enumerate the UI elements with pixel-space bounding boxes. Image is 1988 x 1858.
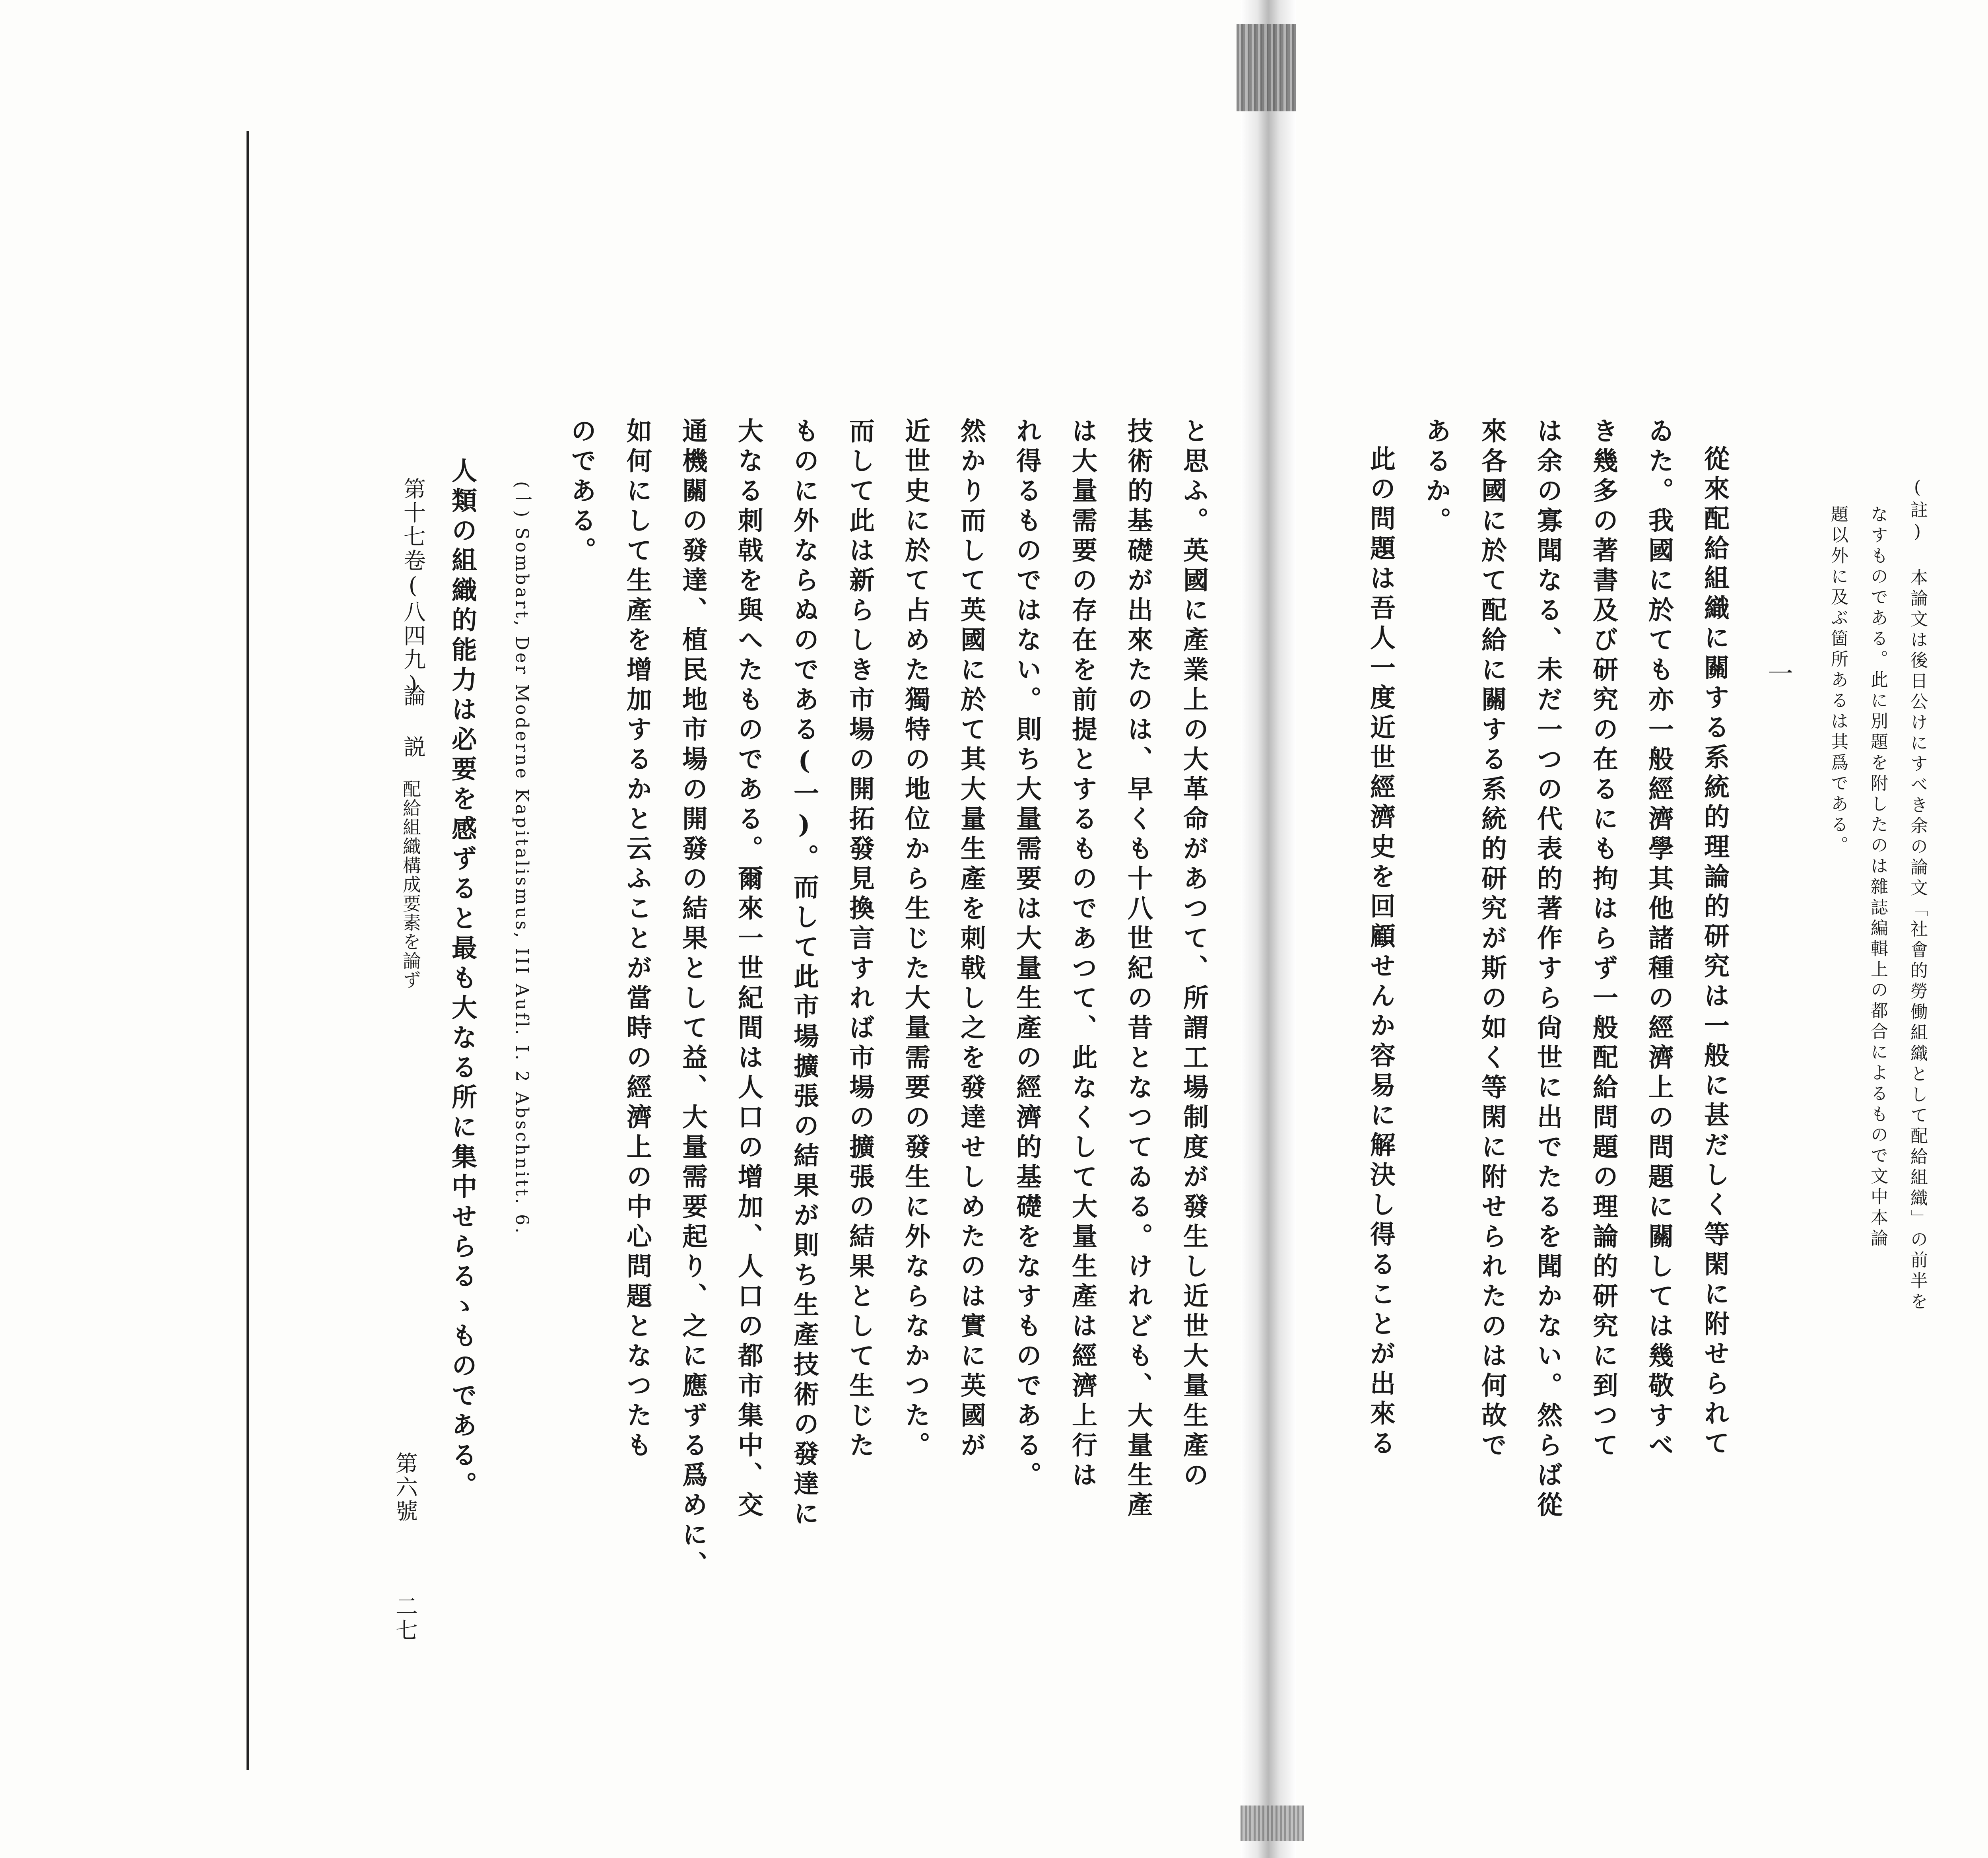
body-line: 然かり而して英國に於て其大量生產を刺戟し之を發達せしめたのは實に英國が	[956, 418, 986, 1462]
body-line: と思ふ。英國に產業上の大革命があつて、所謂工場制度が發生し近世大量生產の	[1179, 418, 1209, 1491]
body-line: は余の寡聞なる、未だ一つの代表的著作すら尙世に出でたるを聞かない。然らば從	[1533, 418, 1563, 1521]
note-line: (註) 本論文は後日公けにすべき余の論文「社會的勞働組織として配給組織」の前半を	[1907, 477, 1928, 1313]
left-running-head-title: 配給組織構成要素を論ず	[400, 779, 421, 989]
gutter-scan-smudge-top	[1237, 24, 1296, 111]
footnote: (一) Sombart, Der Moderne Kapitalismus, III Aufl. I. 2 Abschnitt. 6.	[512, 481, 532, 1236]
body-line: 大なる刺戟を與へたものである。爾來一世紀間は人口の增加、人口の都市集中、交	[734, 418, 763, 1521]
section-number: 一	[1763, 660, 1793, 690]
body-line: 近世史に於て占めた獨特の地位から生じた大量需要の發生に外ならなかつた。	[901, 418, 930, 1462]
body-line: ものに外ならぬのである(一)。而して此市場擴張の結果が則ち生產技術の發達に	[789, 418, 819, 1530]
body-line: 來各國に於て配給に關する系統的研究が斯の如く等閑に附せられたのは何故で	[1477, 418, 1507, 1462]
body-line: 此の問題は吾人一度近世經濟史を回顧せんか容易に解決し得ることが出來る	[1366, 445, 1396, 1460]
left-running-head-volume: 第十七卷	[400, 477, 426, 573]
body-line: 通機關の發達、植民地市場の開發の結果として益、大量需要起り、之に應ずる爲めに、	[678, 418, 708, 1581]
body-line: ゐた。我國に於ても亦一般經濟學其他諸種の經濟上の問題に關しては幾敬すべ	[1644, 418, 1674, 1462]
note-line: 題以外に及ぶ箇所あるは其爲である。	[1828, 505, 1848, 857]
body-line: 而して此は新らしき市場の開拓發見換言すれば市場の擴張の結果として生じた	[845, 418, 875, 1462]
body-line: き幾多の著書及び研究の在るにも拘はらず一般配給問題の理論的研究に到つて	[1588, 418, 1618, 1462]
body-line: のである。	[567, 418, 596, 567]
left-page-frame-rule	[247, 131, 249, 1770]
note-line: なすものである。此に別題を附したのは雜誌編輯上の都合によるもので文中本論	[1868, 505, 1888, 1250]
closing-line: 人類の組織的能力は必要を感ずると最も大なる所に集中せらるゝものである。	[447, 457, 477, 1501]
left-running-head-section: 論 説	[400, 684, 426, 759]
body-line: は大量需要の存在を前提とするものであつて、此なくして大量生產は經濟上行は	[1068, 418, 1097, 1491]
left-running-head-page-bracket: (八四九)	[400, 573, 426, 699]
body-line: 從來配給組織に關する系統的理論的研究は一般に甚だしく等閑に附せられて	[1700, 445, 1730, 1460]
book-gutter	[1241, 0, 1296, 1858]
body-line: れ得るものではない。則ち大量需要は大量生產の經濟的基礎をなすものである。	[1012, 418, 1042, 1491]
gutter-scan-smudge-bottom	[1241, 1806, 1304, 1841]
left-running-head-page: 二七	[392, 1595, 418, 1642]
body-line: 如何にして生產を增加するかと云ふことが當時の經濟上の中心問題となつたも	[622, 418, 652, 1462]
left-running-head-issue: 第六號	[392, 1452, 418, 1523]
body-line: あるか。	[1421, 418, 1451, 537]
body-line: 技術的基礎が出來たのは、早くも十八世紀の昔となつてゐる。けれども、大量生產	[1123, 418, 1153, 1521]
